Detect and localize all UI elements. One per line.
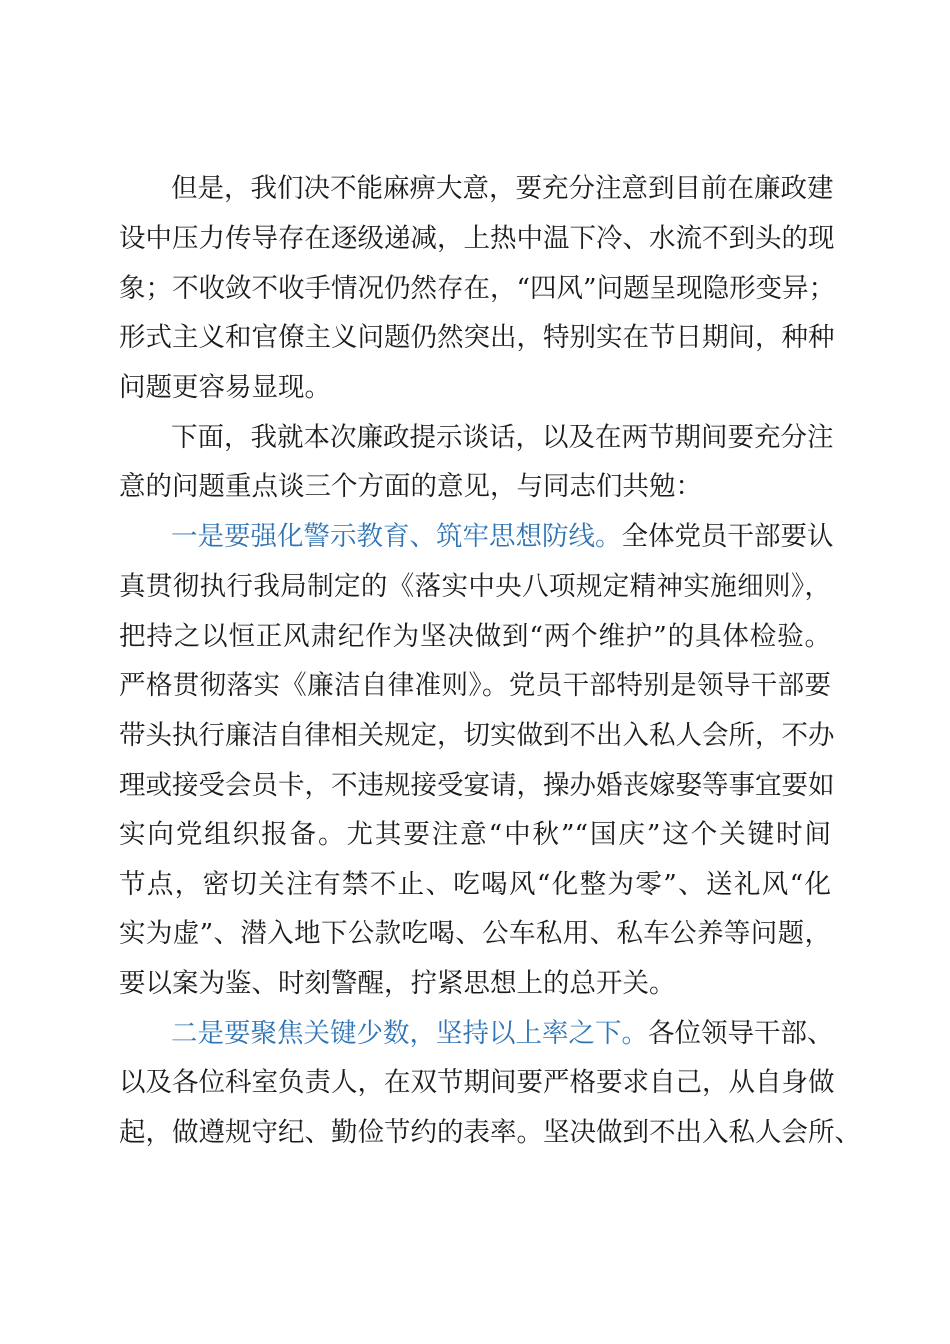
paragraph-4-line-1-text: 各位领导干部、	[648, 1018, 834, 1049]
paragraph-3-line-4: 严格贯彻落实《廉洁自律准则》。党员干部特别是领导干部要	[119, 670, 831, 701]
paragraph-3-line-1	[171, 517, 834, 557]
paragraph-3-line-3: 把持之以恒正风肃纪作为坚决做到“两个维护”的具体检验。	[119, 621, 831, 652]
paragraph-4-line-1	[171, 1014, 834, 1054]
paragraph-1-line-1: 但是，我们决不能麻痹大意，要充分注意到目前在廉政建	[171, 173, 834, 204]
paragraph-3-heading: 一是要强化警示教育、筑牢思想防线。	[171, 521, 622, 552]
paragraph-3-line-2: 真贯彻执行我局制定的《落实中央八项规定精神实施细则》，	[119, 571, 831, 602]
paragraph-4-heading: 二是要聚焦关键少数，坚持以上率之下。	[171, 1018, 648, 1049]
paragraph-3-line-6: 理或接受会员卡，不违规接受宴请，操办婚丧嫁娶等事宜要如	[119, 770, 835, 801]
paragraph-4-line-2: 以及各位科室负责人，在双节期间要严格要求自己，从自身做	[119, 1067, 835, 1098]
paragraph-1-line-2: 设中压力传导存在逐级递减，上热中温下冷、水流不到头的现	[119, 223, 835, 254]
paragraph-3-line-5: 带头执行廉洁自律相关规定，切实做到不出入私人会所，不办	[119, 720, 835, 751]
paragraph-3-line-7: 实向党组织报备。尤其要注意“中秋”“国庆”这个关键时间	[119, 819, 831, 850]
paragraph-3-line-8: 节点，密切关注有禁不止、吃喝风“化整为零”、送礼风“化	[119, 869, 831, 900]
paragraph-1-line-3: 象；不收敛不收手情况仍然存在，“四风”问题呈现隐形变异；	[119, 273, 836, 304]
paragraph-3-line-9: 实为虚”、潜入地下公款吃喝、公车私用、私车公养等问题，	[119, 918, 831, 949]
paragraph-1-line-4: 形式主义和官僚主义问题仍然突出，特别实在节日期间，种种	[119, 322, 835, 353]
paragraph-2-line-2: 意的问题重点谈三个方面的意见，与同志们共勉：	[119, 471, 702, 502]
paragraph-1-line-5: 问题更容易显现。	[119, 372, 331, 403]
paragraph-3-line-10: 要以案为鉴、时刻警醒，拧紧思想上的总开关。	[119, 968, 676, 999]
paragraph-2-line-1: 下面，我就本次廉政提示谈话，以及在两节期间要充分注	[171, 422, 834, 453]
paragraph-4-line-3: 起，做遵规守纪、勤俭节约的表率。坚决做到不出入私人会所、	[119, 1117, 861, 1148]
paragraph-3-line-1-text: 全体党员干部要认	[621, 521, 834, 552]
